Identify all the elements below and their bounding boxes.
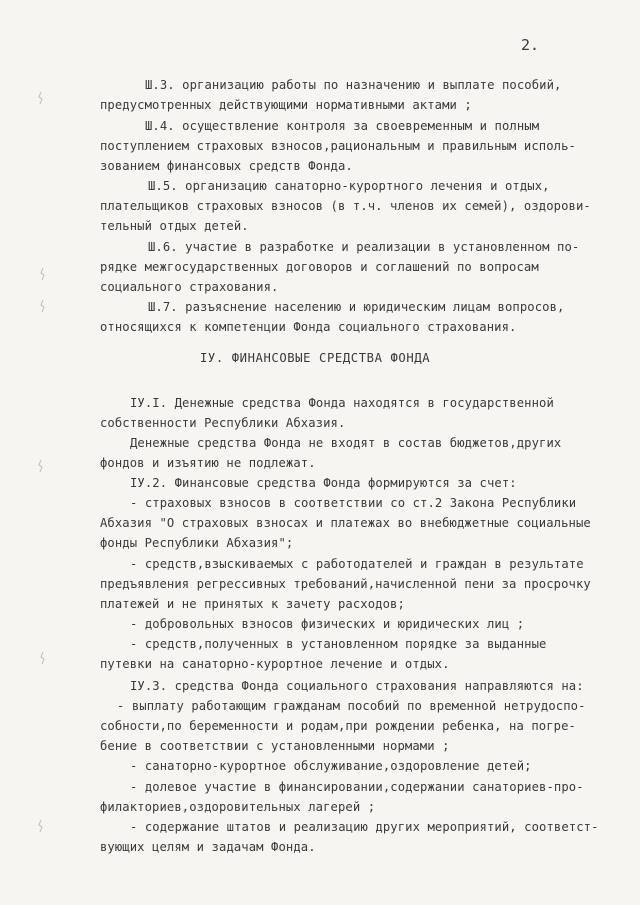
text-line: Ш.7. разъяснение населению и юридическим лицам вопросов,	[148, 300, 565, 314]
margin-mark	[38, 820, 44, 832]
text-line: бение в соответствии с установленными нормами ;	[100, 739, 450, 753]
text-line: - средств,взыскиваемых с работодателей и граждан в результате	[130, 557, 584, 571]
text-line: Ш.3. организацию работы по назначению и выплате пособий,	[145, 78, 562, 92]
text-line: - санаторно-курортное обслуживание,оздоровление детей;	[130, 759, 532, 773]
margin-mark	[38, 92, 44, 104]
text-line: зованием финансовых средств Фонда.	[100, 159, 353, 173]
text-line: - средств,полученных в установленном порядке за выданные	[130, 637, 547, 651]
text-line: - добровольных взносов физических и юридических лиц ;	[130, 617, 525, 631]
margin-mark	[40, 652, 46, 664]
text-line: предусмотренных действующими нормативными актами ;	[100, 98, 472, 112]
text-line: собности,по беременности и родам,при рождении ребенка, на погре-	[100, 719, 576, 733]
text-line: IУ.I. Денежные средства Фонда находятся в государственной	[130, 396, 554, 410]
text-line: Денежные средства Фонда не входят в состав бюджетов,других	[130, 436, 562, 450]
margin-mark	[38, 460, 44, 472]
text-line: социального страхования.	[100, 280, 279, 294]
text-line: относящихся к компетенции Фонда социального страхования.	[100, 320, 517, 334]
text-line: предъявления регрессивных требований,начисленной пени за просрочку	[100, 577, 591, 591]
text-line: плательщиков страховых взносов (в т.ч. членов их семей), оздорови-	[100, 199, 591, 213]
text-line: путевки на санаторно-курортное лечение и отдых.	[100, 657, 450, 671]
text-line: IУ.2. Финансовые средства Фонда формируются за счет:	[130, 476, 517, 490]
text-line: IУ.3. средства Фонда социального страхования направляются на:	[130, 679, 584, 693]
page-number: 2.	[521, 36, 540, 54]
section-heading: IУ. ФИНАНСОВЫЕ СРЕДСТВА ФОНДА	[200, 351, 431, 365]
text-line: поступлением страховых взносов,рациональным и правильным исполь-	[100, 139, 576, 153]
text-line: Ш.4. осуществление контроля за своевременным и полным	[145, 119, 540, 133]
text-line: тельный отдых детей.	[100, 219, 249, 233]
text-line: Ш.6. участие в разработке и реализации в установленном по-	[148, 240, 580, 254]
text-line: Ш.5. организацию санаторно-курортного лечения и отдых,	[148, 179, 550, 193]
text-line: фонды Республики Абхазия";	[100, 536, 294, 550]
text-line: вующих целям и задачам Фонда.	[100, 840, 316, 854]
text-line: рядке межгосударственных договоров и соглашений по вопросам	[100, 260, 539, 274]
margin-mark	[40, 300, 46, 312]
text-line: филакториев,оздоровительных лагерей ;	[100, 800, 376, 814]
text-line: собственности Республики Абхазия.	[100, 416, 346, 430]
margin-mark	[40, 268, 46, 280]
text-line: фондов и изъятию не подлежат.	[100, 456, 316, 470]
text-line: - страховых взносов в соответствии со ст.2 Закона Республики	[130, 496, 577, 510]
text-line: - выплату работающим гражданам пособий по временной нетрудоспо-	[117, 699, 586, 713]
text-line: платежей и не принятых к зачету расходов;	[100, 597, 405, 611]
text-line: - содержание штатов и реализацию других мероприятий, соответст-	[130, 820, 599, 834]
text-line: Абхазия "О страховых взносах и платежах во внебюджетные социальные	[100, 516, 591, 530]
text-line: - долевое участие в финансировании,содержании санаториев-про-	[130, 780, 584, 794]
